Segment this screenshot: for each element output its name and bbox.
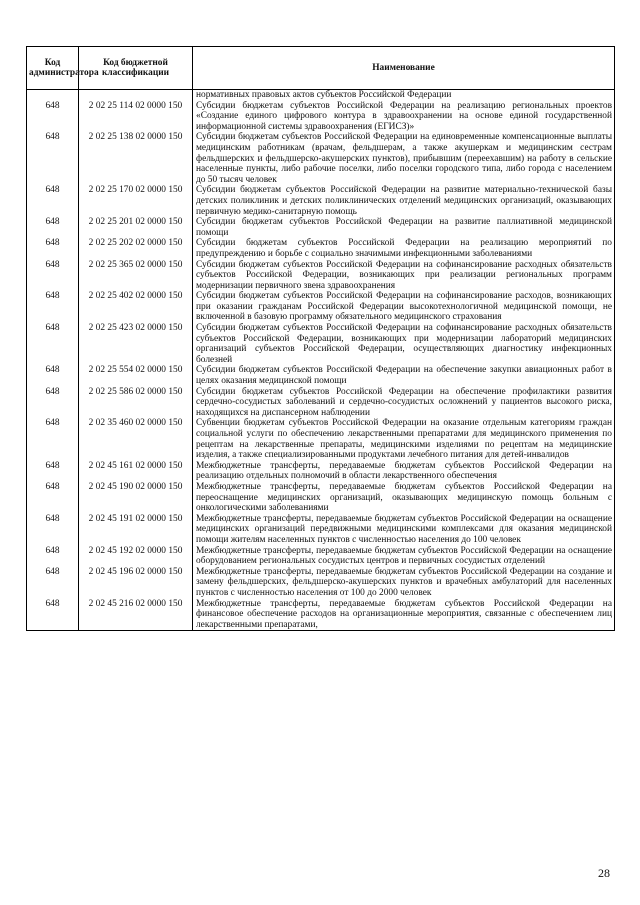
kbk-code-cell: 2 02 45 192 02 0000 150 bbox=[79, 546, 193, 567]
name-cell: Субсидии бюджетам субъектов Российской Федерации на развитие паллиативной медицинской помощи bbox=[193, 217, 615, 238]
kbk-code-cell: 2 02 45 196 02 0000 150 bbox=[79, 567, 193, 599]
table-row bbox=[27, 323, 615, 365]
name-cell: Межбюджетные трансферты, передаваемые бюджетам субъектов Российской Федерации на переоснащение медицинских организаций, оказывающих медицинскую помощь больным с онкологическими заболеваниями bbox=[193, 482, 615, 514]
admin-code-cell: 648 bbox=[27, 365, 79, 386]
header-kbk-code: Код бюджетной классификации bbox=[79, 47, 193, 90]
budget-codes-table bbox=[26, 46, 615, 631]
table-row bbox=[27, 546, 615, 567]
table-body bbox=[27, 90, 615, 631]
admin-code-cell: 648 bbox=[27, 567, 79, 599]
kbk-code-cell: 2 02 45 216 02 0000 150 bbox=[79, 599, 193, 631]
admin-code-cell: 648 bbox=[27, 599, 79, 631]
page-number: 28 bbox=[598, 866, 610, 880]
kbk-code-cell: 2 02 25 114 02 0000 150 bbox=[79, 101, 193, 133]
table-row bbox=[27, 567, 615, 599]
kbk-code-cell bbox=[79, 90, 193, 101]
table-row bbox=[27, 185, 615, 217]
admin-code-cell: 648 bbox=[27, 291, 79, 323]
name-cell: Субсидии бюджетам субъектов Российской Федерации на развитие материально-технической базы детских поликлиник и детских поликлинических отделений медицинских организаций, оказывающих первичную медико-санитарную помощь bbox=[193, 185, 615, 217]
admin-code-cell: 648 bbox=[27, 323, 79, 365]
admin-code-cell: 648 bbox=[27, 514, 79, 546]
table-row bbox=[27, 101, 615, 133]
admin-code-cell: 648 bbox=[27, 387, 79, 419]
kbk-code-cell: 2 02 45 161 02 0000 150 bbox=[79, 461, 193, 482]
kbk-code-cell: 2 02 25 201 02 0000 150 bbox=[79, 217, 193, 238]
admin-code-cell: 648 bbox=[27, 185, 79, 217]
kbk-code-cell: 2 02 25 586 02 0000 150 bbox=[79, 387, 193, 419]
table-row bbox=[27, 461, 615, 482]
kbk-code-cell: 2 02 25 423 02 0000 150 bbox=[79, 323, 193, 365]
table-header-row bbox=[27, 47, 615, 90]
name-cell: Субсидии бюджетам субъектов Российской Федерации на реализацию мероприятий по предупреждению и борьбе с социально значимыми инфекционными заболеваниями bbox=[193, 238, 615, 259]
table-row bbox=[27, 217, 615, 238]
name-cell: Межбюджетные трансферты, передаваемые бюджетам субъектов Российской Федерации на создание и замену фельдшерских, фельдшерско-акушерских пунктов и врачебных амбулаторий для населенных пунктов с численностью населения от 100 до 2000 человек bbox=[193, 567, 615, 599]
table-row bbox=[27, 132, 615, 185]
name-cell: Субсидии бюджетам субъектов Российской Федерации на реализацию региональных проектов «Создание единого цифрового контура в здравоохранении на основе единой государственной информационной системы здравоохранения (ЕГИСЗ)» bbox=[193, 101, 615, 133]
name-cell: нормативных правовых актов субъектов Российской Федерации bbox=[193, 90, 615, 101]
header-admin-code: Код администратора bbox=[27, 47, 79, 90]
table-row bbox=[27, 514, 615, 546]
name-cell: Субсидии бюджетам субъектов Российской Федерации на обеспечение профилактики развития сердечно-сосудистых заболеваний и сердечно-сосудистых осложнений у пациентов высокого риска, находящихся на диспансерном наблюдении bbox=[193, 387, 615, 419]
admin-code-cell: 648 bbox=[27, 461, 79, 482]
kbk-code-cell: 2 02 45 190 02 0000 150 bbox=[79, 482, 193, 514]
name-cell: Субсидии бюджетам субъектов Российской Федерации на софинансирование расходных обязательств субъектов Российской Федерации, возникающих при реализации региональных программ модернизации первичного звена здравоохранения bbox=[193, 260, 615, 292]
table-row bbox=[27, 482, 615, 514]
admin-code-cell: 648 bbox=[27, 238, 79, 259]
table-row bbox=[27, 90, 615, 101]
admin-code-cell: 648 bbox=[27, 260, 79, 292]
table-row bbox=[27, 238, 615, 259]
table-row bbox=[27, 387, 615, 419]
table-row bbox=[27, 599, 615, 631]
kbk-code-cell: 2 02 45 191 02 0000 150 bbox=[79, 514, 193, 546]
kbk-code-cell: 2 02 25 402 02 0000 150 bbox=[79, 291, 193, 323]
admin-code-cell bbox=[27, 90, 79, 101]
name-cell: Субсидии бюджетам субъектов Российской Федерации на единовременные компенсационные выплаты медицинским работникам (врачам, фельдшерам, а также акушеркам и медицинским сестрам фельдшерских и фельдшерско-акушерских пунктов), прибывшим (переехавшим) на работу в сельские населенные пункты, либо рабочие поселки, либо поселки городского типа, либо города с населением до 50 тысяч человек bbox=[193, 132, 615, 185]
table-row bbox=[27, 260, 615, 292]
kbk-code-cell: 2 02 25 138 02 0000 150 bbox=[79, 132, 193, 185]
name-cell: Субсидии бюджетам субъектов Российской Федерации на обеспечение закупки авиационных работ в целях оказания медицинской помощи bbox=[193, 365, 615, 386]
table-row bbox=[27, 418, 615, 460]
kbk-code-cell: 2 02 25 365 02 0000 150 bbox=[79, 260, 193, 292]
admin-code-cell: 648 bbox=[27, 482, 79, 514]
admin-code-cell: 648 bbox=[27, 132, 79, 185]
name-cell: Субсидии бюджетам субъектов Российской Федерации на софинансирование расходов, возникающих при оказании гражданам Российской Федерации высокотехнологичной медицинской помощи, не включенной в базовую программу обязательного медицинского страхования bbox=[193, 291, 615, 323]
name-cell: Межбюджетные трансферты, передаваемые бюджетам субъектов Российской Федерации на оснащение медицинских организаций передвижными медицинскими комплексами для оказания медицинской помощи жителям населенных пунктов с численностью населения до 100 человек bbox=[193, 514, 615, 546]
admin-code-cell: 648 bbox=[27, 418, 79, 460]
name-cell: Межбюджетные трансферты, передаваемые бюджетам субъектов Российской Федерации на реализацию отдельных полномочий в области лекарственного обеспечения bbox=[193, 461, 615, 482]
kbk-code-cell: 2 02 25 170 02 0000 150 bbox=[79, 185, 193, 217]
table-row bbox=[27, 365, 615, 386]
kbk-code-cell: 2 02 25 202 02 0000 150 bbox=[79, 238, 193, 259]
admin-code-cell: 648 bbox=[27, 101, 79, 133]
name-cell: Субсидии бюджетам субъектов Российской Федерации на софинансирование расходных обязательств субъектов Российской Федерации, возникающих при модернизации лабораторий медицинских организаций субъектов Российской Федерации, осуществляющих диагностику инфекционных болезней bbox=[193, 323, 615, 365]
table-row bbox=[27, 291, 615, 323]
document-page bbox=[26, 46, 614, 631]
kbk-code-cell: 2 02 35 460 02 0000 150 bbox=[79, 418, 193, 460]
admin-code-cell: 648 bbox=[27, 546, 79, 567]
admin-code-cell: 648 bbox=[27, 217, 79, 238]
kbk-code-cell: 2 02 25 554 02 0000 150 bbox=[79, 365, 193, 386]
header-name: Наименование bbox=[193, 47, 615, 90]
name-cell: Межбюджетные трансферты, передаваемые бюджетам субъектов Российской Федерации на финансовое обеспечение расходов на организационные мероприятия, связанные с обеспечением лиц лекарственными препаратами, bbox=[193, 599, 615, 631]
name-cell: Межбюджетные трансферты, передаваемые бюджетам субъектов Российской Федерации на оснащение оборудованием региональных сосудистых центров и первичных сосудистых отделений bbox=[193, 546, 615, 567]
name-cell: Субвенции бюджетам субъектов Российской Федерации на оказание отдельным категориям граждан социальной услуги по обеспечению лекарственными препаратами для медицинского применения по рецептам на лекарственные препараты, медицинскими изделиями по рецептам на медицинские изделия, а также специализированными продуктами лечебного питания для детей-инвалидов bbox=[193, 418, 615, 460]
